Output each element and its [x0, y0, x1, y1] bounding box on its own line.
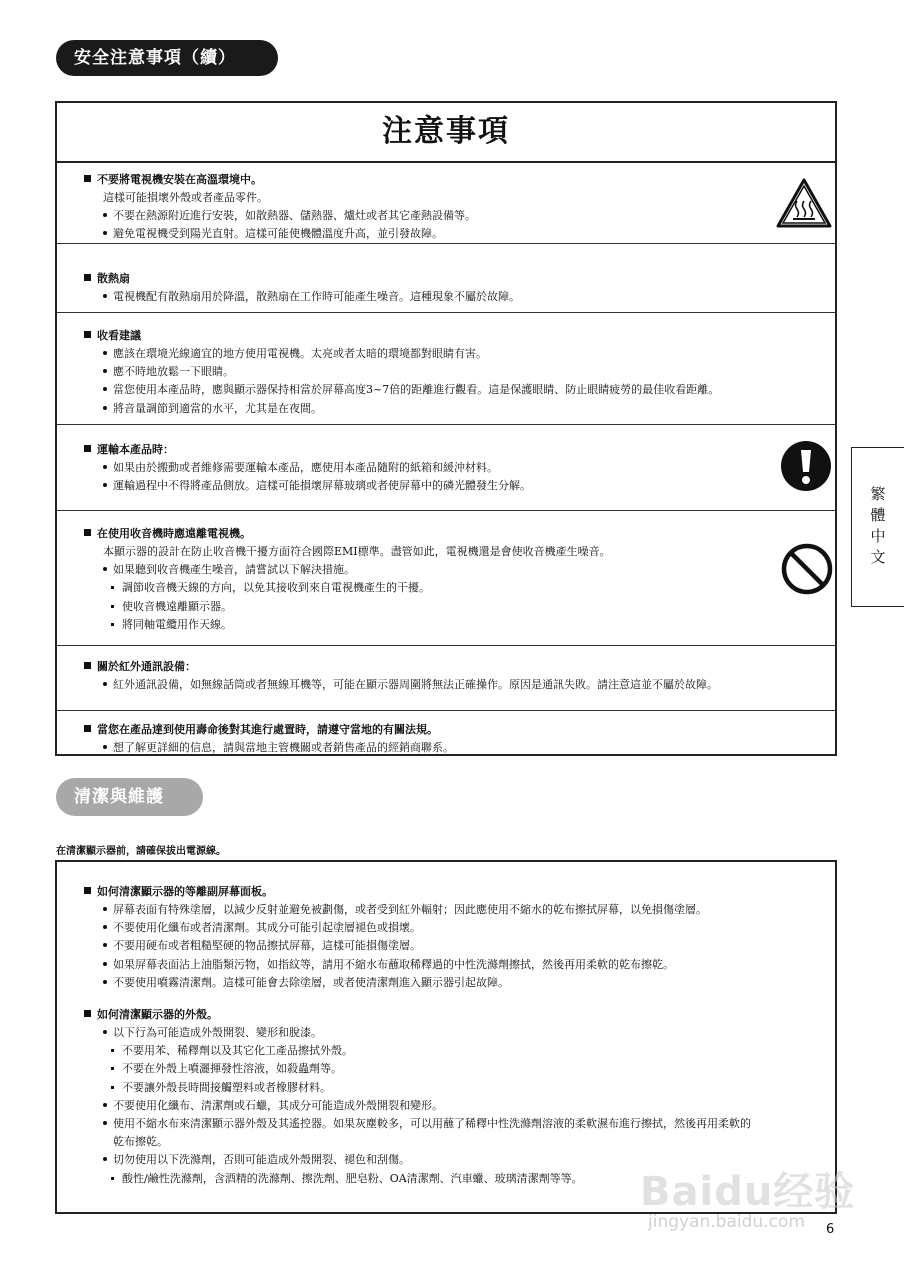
notice-section	[84, 883, 835, 992]
bullet-dot-icon	[103, 351, 107, 355]
item-text: 不要用苯、稀釋劑以及其它化工產品擦拭外殼。	[122, 1044, 353, 1058]
item-text: 運輸過程中不得將產品側放。這樣可能損壞屏幕玻璃或者使屏幕中的磷光體發生分解。	[113, 479, 531, 493]
item-text: 紅外通訊設備，如無線話筒或者無線耳機等，可能在顯示器周圍將無法正確操作。原因是通訊失敗。請注意這並不屬於故障。	[113, 678, 718, 691]
item-text: 不要用硬布或者粗糙堅硬的物品擦拭屏幕，這樣可能損傷塗層。	[113, 939, 421, 953]
watermark-logo: Baidu经验	[640, 1169, 856, 1215]
page-number: 6	[826, 1222, 835, 1237]
bullet-dot-icon	[103, 567, 107, 571]
section-header-cleaning: 清潔與維護	[56, 778, 203, 816]
item-text: 不要使用噴霧清潔劑。這樣可能會去除塗層，或者使清潔劑進入顯示器引起故障。	[113, 975, 509, 989]
bullet-dot-icon	[103, 980, 107, 984]
sub-bullet-icon	[111, 623, 114, 626]
section-heading	[84, 1006, 835, 1024]
notice-section	[57, 511, 835, 646]
section-heading-text: 當您在產品達到使用壽命後對其進行處置時，請遵守當地的有關法規。	[97, 723, 438, 736]
list-item	[84, 363, 835, 381]
sub-bullet-icon	[111, 605, 114, 608]
item-text: 不要使用化纖布或者清潔劑。其成分可能引起塗層褪色或損壞。	[113, 921, 421, 935]
square-bullet-icon	[84, 887, 91, 894]
item-text: 如果聽到收音機產生噪音，請嘗試以下解決措施。	[113, 563, 355, 577]
list-item	[84, 676, 835, 694]
list-item	[84, 974, 835, 992]
sub-item	[84, 579, 835, 597]
section-heading	[84, 171, 835, 189]
item-text: 避免電視機受到陽光直射。這樣可能使機體溫度升高，並引發故障。	[113, 227, 443, 241]
item-text: 這樣可能損壞外殼或者產品零件。	[103, 191, 268, 204]
bullet-dot-icon	[103, 387, 107, 391]
item-text: 電視機配有散熱扇用於降溫，散熱扇在工作時可能產生噪音。這種現象不屬於故障。	[113, 290, 520, 303]
section-heading-text: 如何清潔顯示器的外殼。	[97, 1008, 218, 1022]
section-heading	[84, 327, 835, 345]
square-bullet-icon	[84, 529, 91, 536]
list-item	[84, 739, 835, 757]
list-item	[84, 1133, 835, 1151]
sub-item	[84, 598, 835, 616]
sub-bullet-icon	[111, 1049, 114, 1052]
caution-title: 注意事項	[57, 103, 835, 163]
list-item	[84, 901, 835, 919]
list-item	[84, 400, 835, 418]
prohibition-icon	[780, 542, 834, 596]
item-text: 將同軸電纜用作天線。	[122, 617, 232, 631]
section-heading	[84, 721, 835, 739]
sub-bullet-icon	[111, 586, 114, 589]
bullet-dot-icon	[103, 294, 107, 298]
item-text: 將音量調節到適當的水平，尤其是在夜間。	[113, 401, 322, 415]
sub-item	[84, 616, 835, 634]
list-item	[84, 477, 835, 495]
section-heading-text: 在使用收音機時應遠離電視機。	[97, 527, 251, 540]
section-heading	[84, 658, 835, 676]
list-item	[84, 1024, 835, 1042]
square-bullet-icon	[84, 274, 91, 281]
hot-surface-warning-icon	[775, 177, 833, 229]
item-text: 不要在熱源附近進行安裝，如散熱器、儲熱器、爐灶或者其它產熱設備等。	[113, 209, 476, 223]
section-heading-text: 如何清潔顯示器的等離副屏幕面板。	[97, 885, 273, 898]
list-item	[84, 937, 835, 955]
bullet-dot-icon	[103, 1121, 107, 1125]
bullet-dot-icon	[103, 745, 107, 749]
bullet-dot-icon	[103, 1103, 107, 1107]
item-text: 如果由於搬動或者維修需要運輸本產品，應使用本產品隨附的紙箱和緩沖材料。	[113, 461, 498, 474]
section-heading	[84, 441, 835, 459]
item-text: 切勿使用以下洗滌劑，否則可能造成外殼開裂、褪色和刮傷。	[113, 1153, 410, 1167]
bullet-dot-icon	[103, 682, 107, 686]
section-heading	[84, 883, 835, 901]
square-bullet-icon	[84, 445, 91, 452]
bullet-dot-icon	[103, 925, 107, 929]
item-text: 不要在外殼上噴灑揮發性溶液，如殺蟲劑等。	[122, 1062, 342, 1076]
square-bullet-icon	[84, 725, 91, 732]
item-text: 當您使用本產品時，應與顯示器保持相當於屏幕高度3~7倍的距離進行觀看。這是保護眼睛、防止眼睛疲勞的最佳收看距離。	[113, 383, 720, 397]
bullet-dot-icon	[103, 943, 107, 947]
bullet-dot-icon	[103, 213, 107, 217]
bullet-dot-icon	[103, 465, 107, 469]
list-item	[84, 561, 835, 579]
section-heading-text: 關於紅外通訊設備：	[97, 660, 196, 673]
section-heading-text: 散熱扇	[97, 272, 130, 285]
notice-section	[57, 244, 835, 313]
notice-section	[57, 646, 835, 711]
list-item	[84, 381, 835, 399]
section-heading	[84, 525, 835, 543]
sub-bullet-icon	[111, 1067, 114, 1070]
list-item	[84, 1097, 835, 1115]
list-item	[84, 956, 835, 974]
section-heading-text: 運輸本產品時：	[97, 443, 174, 456]
section-heading-text: 收看建議	[97, 329, 141, 342]
bullet-dot-icon	[103, 483, 107, 487]
mandatory-exclamation-icon	[780, 440, 832, 492]
bullet-dot-icon	[103, 406, 107, 410]
item-text: 屏幕表面有特殊塗層，以減少反射並避免被劃傷，或者受到紅外輻射；因此應使用不縮水的乾布擦拭屏幕，以免損傷塗層。	[113, 903, 707, 916]
bullet-dot-icon	[103, 369, 107, 373]
notice-section	[57, 425, 835, 511]
list-item	[84, 459, 835, 477]
item-text: 想了解更詳細的信息，請與當地主管機關或者銷售產品的經銷商聯系。	[113, 741, 454, 754]
square-bullet-icon	[84, 662, 91, 669]
item-text: 本顯示器的設計在防止收音機干擾方面符合國際EMI標準。盡管如此，電視機還是會使收音機產生噪音。	[103, 545, 611, 558]
square-bullet-icon	[84, 1010, 91, 1017]
notice-section	[57, 711, 835, 758]
bullet-dot-icon	[103, 231, 107, 235]
list-item	[84, 189, 835, 207]
item-text: 如果屏幕表面沾上油脂類污物，如指紋等，請用不縮水布蘸取稀釋過的中性洗滌劑擦拭，然後再用柔軟的乾布擦乾。	[113, 957, 674, 971]
list-item	[84, 288, 835, 306]
language-label: 繁體中文	[870, 485, 886, 566]
item-text: 乾布擦乾。	[113, 1135, 168, 1149]
sub-bullet-icon	[111, 1177, 114, 1180]
caution-box	[55, 101, 837, 756]
item-text: 應不時地放鬆一下眼睛。	[113, 365, 234, 379]
list-item	[84, 919, 835, 937]
watermark-url: jingyan.baidu.com	[648, 1212, 805, 1232]
sub-bullet-icon	[111, 1086, 114, 1089]
item-text: 不要使用化纖布、清潔劑或石蠟，其成分可能造成外殼開裂和變形。	[113, 1098, 443, 1112]
list-item	[84, 543, 835, 561]
item-text: 使用不縮水布來清潔顯示器外殼及其遙控器。如果灰塵較多，可以用蘸了稀釋中性洗滌劑溶液的柔軟濕布進行擦拭，然後再用柔軟的	[113, 1117, 751, 1131]
item-text: 以下行為可能造成外殼開裂、變形和脫漆。	[113, 1026, 322, 1040]
cleaning-sections	[57, 862, 835, 1188]
caution-sections	[57, 163, 835, 758]
sub-item	[84, 1042, 835, 1060]
item-text: 調節收音機天線的方向，以免其接收到來自電視機產生的干擾。	[122, 581, 430, 595]
notice-section	[57, 313, 835, 425]
item-text: 應該在環境光線適宜的地方使用電視機。太亮或者太暗的環境都對眼睛有害。	[113, 347, 487, 360]
bullet-dot-icon	[103, 1030, 107, 1034]
cleaning-warning: 在清潔顯示器前，請確保拔出電源線。	[56, 846, 226, 857]
section-header-safety-continued: 安全注意事項（續）	[56, 40, 278, 76]
list-item	[84, 345, 835, 363]
section-heading-text: 不要將電視機安裝在高溫環境中。	[97, 173, 262, 186]
sub-item	[84, 1079, 835, 1097]
bullet-dot-icon	[103, 962, 107, 966]
item-text: 酸性/鹼性洗滌劑，含酒精的洗滌劑、擦洗劑、肥皂粉、OA清潔劑、汽車蠟、玻璃清潔劑等等。	[122, 1171, 583, 1185]
list-item	[84, 1115, 835, 1133]
bullet-dot-icon	[103, 907, 107, 911]
list-item	[84, 207, 835, 225]
section-heading	[84, 270, 835, 288]
language-side-tab	[851, 447, 904, 607]
square-bullet-icon	[84, 331, 91, 338]
item-text: 使收音機遠離顯示器。	[122, 599, 232, 613]
notice-section	[57, 163, 835, 244]
bullet-dot-icon	[103, 1157, 107, 1161]
item-text: 不要讓外殼長時間接觸塑料或者橡膠材料。	[122, 1080, 331, 1094]
sub-item	[84, 1060, 835, 1078]
square-bullet-icon	[84, 175, 91, 182]
list-item	[84, 225, 835, 243]
